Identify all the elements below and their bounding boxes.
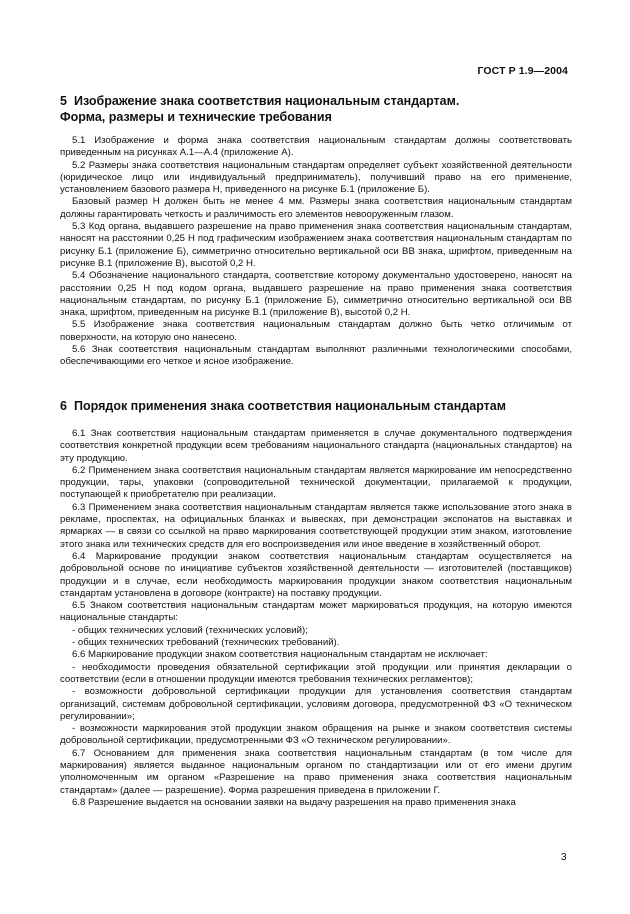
section-5-heading xyxy=(60,94,572,125)
paragraph-6-5: 6.5 Знаком соответствия национальным стандартам может маркироваться продукция, на которую имеются национальные стандарты: xyxy=(60,600,572,624)
list-item-general-technical-requirements: - общих технических требований (технических требований). xyxy=(72,637,340,649)
paragraph-5-4: 5.4 Обозначение национального стандарта, соответствие которому документально удостоверено, наносят на расстоянии 0,25 H под кодом органа, выдавшего разрешение на право применения знака соответствия национальным стандартам, по рисунку Б.1 (приложение Б), симметрично относительно вертикальной оси ВВ знака, шрифтом, приведенным на рисунке В.1 (приложение В), высотой 0,2 H. xyxy=(60,270,572,319)
paragraph-6-7: 6.7 Основанием для применения знака соответствия национальным стандартам (в том числе для маркирования) является выданное национальным органом по стандартизации или от его имени другим уполномоченным им органом «Разрешение на право применения знака соответствия национальным стандартам» (далее — разрешение). Форма разрешения приведена в приложении Г. xyxy=(60,747,572,796)
section-6-heading xyxy=(60,399,572,415)
paragraph-6-6: 6.6 Маркирование продукции знаком соответствия национальным стандартам не исключает: xyxy=(72,649,488,661)
section-5 xyxy=(60,94,572,125)
paragraph-5-5: 5.5 Изображение знака соответствия национальным стандартам должно быть четко отличимым от поверхности, на которую оно нанесено. xyxy=(60,319,572,343)
paragraph-5-2: 5.2 Размеры знака соответствия национальным стандартам определяет субъект хозяйственной деятельности (юридическое лицо или индивидуальный предприниматель), получивший право на его применение, установлением базового размера H, приведенного на рисунке Б.1 (приложение Б). xyxy=(60,159,572,196)
list-item-market-circulation-mark: - возможности маркирования этой продукции знаком обращения на рынке и знаком соответствия системы добровольной сертификации, предусмотренными ФЗ «О техническом регулировании». xyxy=(60,723,572,747)
section-5-body xyxy=(60,135,572,369)
list-item-general-technical-conditions: - общих технических условий (технических условий); xyxy=(72,624,308,636)
section-6-body xyxy=(60,428,572,809)
section-5-title-line1: Изображение знака соответствия национальным стандартам. xyxy=(74,94,460,108)
section-6-number: 6 xyxy=(60,399,67,413)
paragraph-6-1: 6.1 Знак соответствия национальным стандартам применяется в случае документального подтверждения соответствия конкретной продукции всем требованиям национального стандарта (национальных стандартов) на эту продукцию. xyxy=(60,428,572,464)
paragraph-6-4: 6.4 Маркирование продукции знаком соответствия национальным стандартам осуществляется на добровольной основе по инициативе субъектов хозяйственной деятельности — изготовителей (поставщиков) продукции и в случае, если необходимость маркирования продукции знаком соответствия национальным стандартам установлена в договоре (контракте) на поставку продукции. xyxy=(60,550,572,599)
paragraph-6-3: 6.3 Применением знака соответствия национальным стандартам является также использование этого знака в рекламе, проспектах, на официальных бланках и вывесках, при демонстрации экспонатов на выставках и ярмарках — в связи со ссылкой на право маркирования соответствующей продукции этим знаком, изготовление этого знака или технических средств для его воспроизведения или иное введение в хозяйственный оборот. xyxy=(60,501,572,550)
page-number: 3 xyxy=(561,852,567,863)
section-6-title: Порядок применения знака соответствия национальным стандартам xyxy=(74,399,506,413)
document-code: ГОСТ Р 1.9—2004 xyxy=(477,65,568,77)
paragraph-6-2: 6.2 Применением знака соответствия национальным стандартам является маркирование им непосредственно продукции, тары, упаковки (сопроводительной технической документации, прилагаемой к продукции, поступающей к приобретателю при реализации. xyxy=(60,464,572,501)
section-5-title-line2: Форма, размеры и технические требования xyxy=(60,109,332,124)
list-item-voluntary-certification: - возможности добровольной сертификации продукции для установления соответствия стандартам организаций, системам добровольной сертификации, условиям договора, предусмотренной ФЗ «О техническом регулировании»; xyxy=(60,686,572,722)
paragraph-5-3: 5.3 Код органа, выдавшего разрешение на право применения знака соответствия национальным стандартам, наносят на расстоянии 0,25 H под графическим изображением знака соответствия национальным стандартам по рисунку Б.1 (приложение Б), симметрично относительно вертикальной оси ВВ знака, шрифтом, приведенным на рисунке В.1 (приложение В), высотой 0,2 H. xyxy=(60,221,572,269)
paragraph-6-8: 6.8 Разрешение выдается на основании заявки на выдачу разрешения на право применения знака xyxy=(72,796,516,808)
section-6 xyxy=(60,399,572,415)
section-5-number: 5 xyxy=(60,94,67,108)
paragraph-5-6: 5.6 Знак соответствия национальным стандартам выполняют различными технологическими способами, обеспечивающими его четкое и ясное изображение. xyxy=(60,344,572,368)
paragraph-5-2-base-size: Базовый размер H должен быть не менее 4 мм. Размеры знака соответствия национальным стандартам должны гарантировать четкость и различимость его элементов невооруженным глазом. xyxy=(60,196,572,220)
list-item-mandatory-certification: - необходимости проведения обязательной сертификации этой продукции или принятия декларации о соответствии (если в отношении продукции имеются требования технических регламентов); xyxy=(60,661,572,685)
paragraph-5-1: 5.1 Изображение и форма знака соответствия национальным стандартам должны соответствовать приведенным на рисунках А.1—А.4 (приложение А). xyxy=(60,135,572,159)
